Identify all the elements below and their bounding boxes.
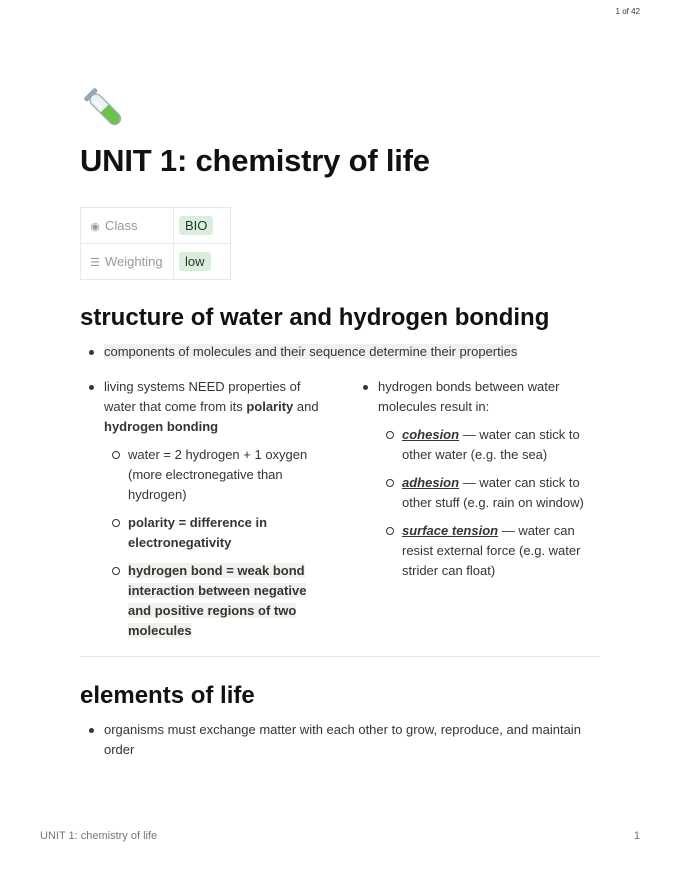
class-tag[interactable]: BIO — [179, 216, 213, 235]
footer-page-number: 1 — [633, 830, 640, 842]
property-value[interactable] — [174, 244, 231, 280]
bullet-list — [80, 342, 600, 362]
list-item: components of molecules and their sequence determine their properties — [80, 342, 600, 362]
properties-table — [80, 207, 231, 280]
section-heading-water: structure of water and hydrogen bonding — [80, 304, 550, 331]
list-item: surface tension — water can resist external force (e.g. water strider can float) — [378, 521, 604, 581]
list-item: water = 2 hydrogen + 1 oxygen (more electronegative than hydrogen) — [104, 445, 330, 505]
divider — [80, 656, 600, 657]
section-heading-elements: elements of life — [80, 682, 255, 709]
select-icon: ◉ — [90, 221, 100, 233]
property-row-class — [81, 208, 231, 244]
list-item: adhesion — water can stick to other stuff (e.g. rain on window) — [378, 473, 604, 513]
footer-title: UNIT 1: chemistry of life — [40, 830, 158, 842]
property-key: ☰ Weighting — [81, 244, 174, 280]
property-value[interactable] — [174, 208, 231, 244]
weighting-tag[interactable]: low — [179, 252, 211, 271]
property-key: ◉ Class — [81, 208, 174, 244]
list-item: cohesion — water can stick to other water (e.g. the sea) — [378, 425, 604, 465]
bullet-list — [80, 720, 600, 760]
column-right — [354, 377, 604, 581]
page-counter: 1 of 42 — [615, 7, 640, 16]
column-left — [80, 377, 330, 641]
list-item: hydrogen bonds between water molecules result in: cohesion — water can stick to other water (e.g. the sea) adhesion — water can stick to other stuff (e.g. rain on window) surface tension — water can resist external force (e.g. water strider can float) — [354, 377, 604, 581]
list-item: hydrogen bond = weak bond interaction between negative and positive regions of two molecules — [104, 561, 330, 641]
list-icon: ☰ — [90, 257, 100, 269]
list-item: polarity = difference in electronegativity — [104, 513, 330, 553]
test-tube-icon — [80, 84, 132, 136]
list-item: living systems NEED properties of water that come from its polarity and hydrogen bonding water = 2 hydrogen + 1 oxygen (more electronegative than hydrogen) polarity = difference in electronegativity hydrogen bond = weak bond interaction between negative and positive regions of two molecules — [80, 377, 330, 641]
page-title: UNIT 1: chemistry of life — [80, 143, 430, 178]
property-row-weighting — [81, 244, 231, 280]
list-item: organisms must exchange matter with each other to grow, reproduce, and maintain order — [80, 720, 600, 760]
